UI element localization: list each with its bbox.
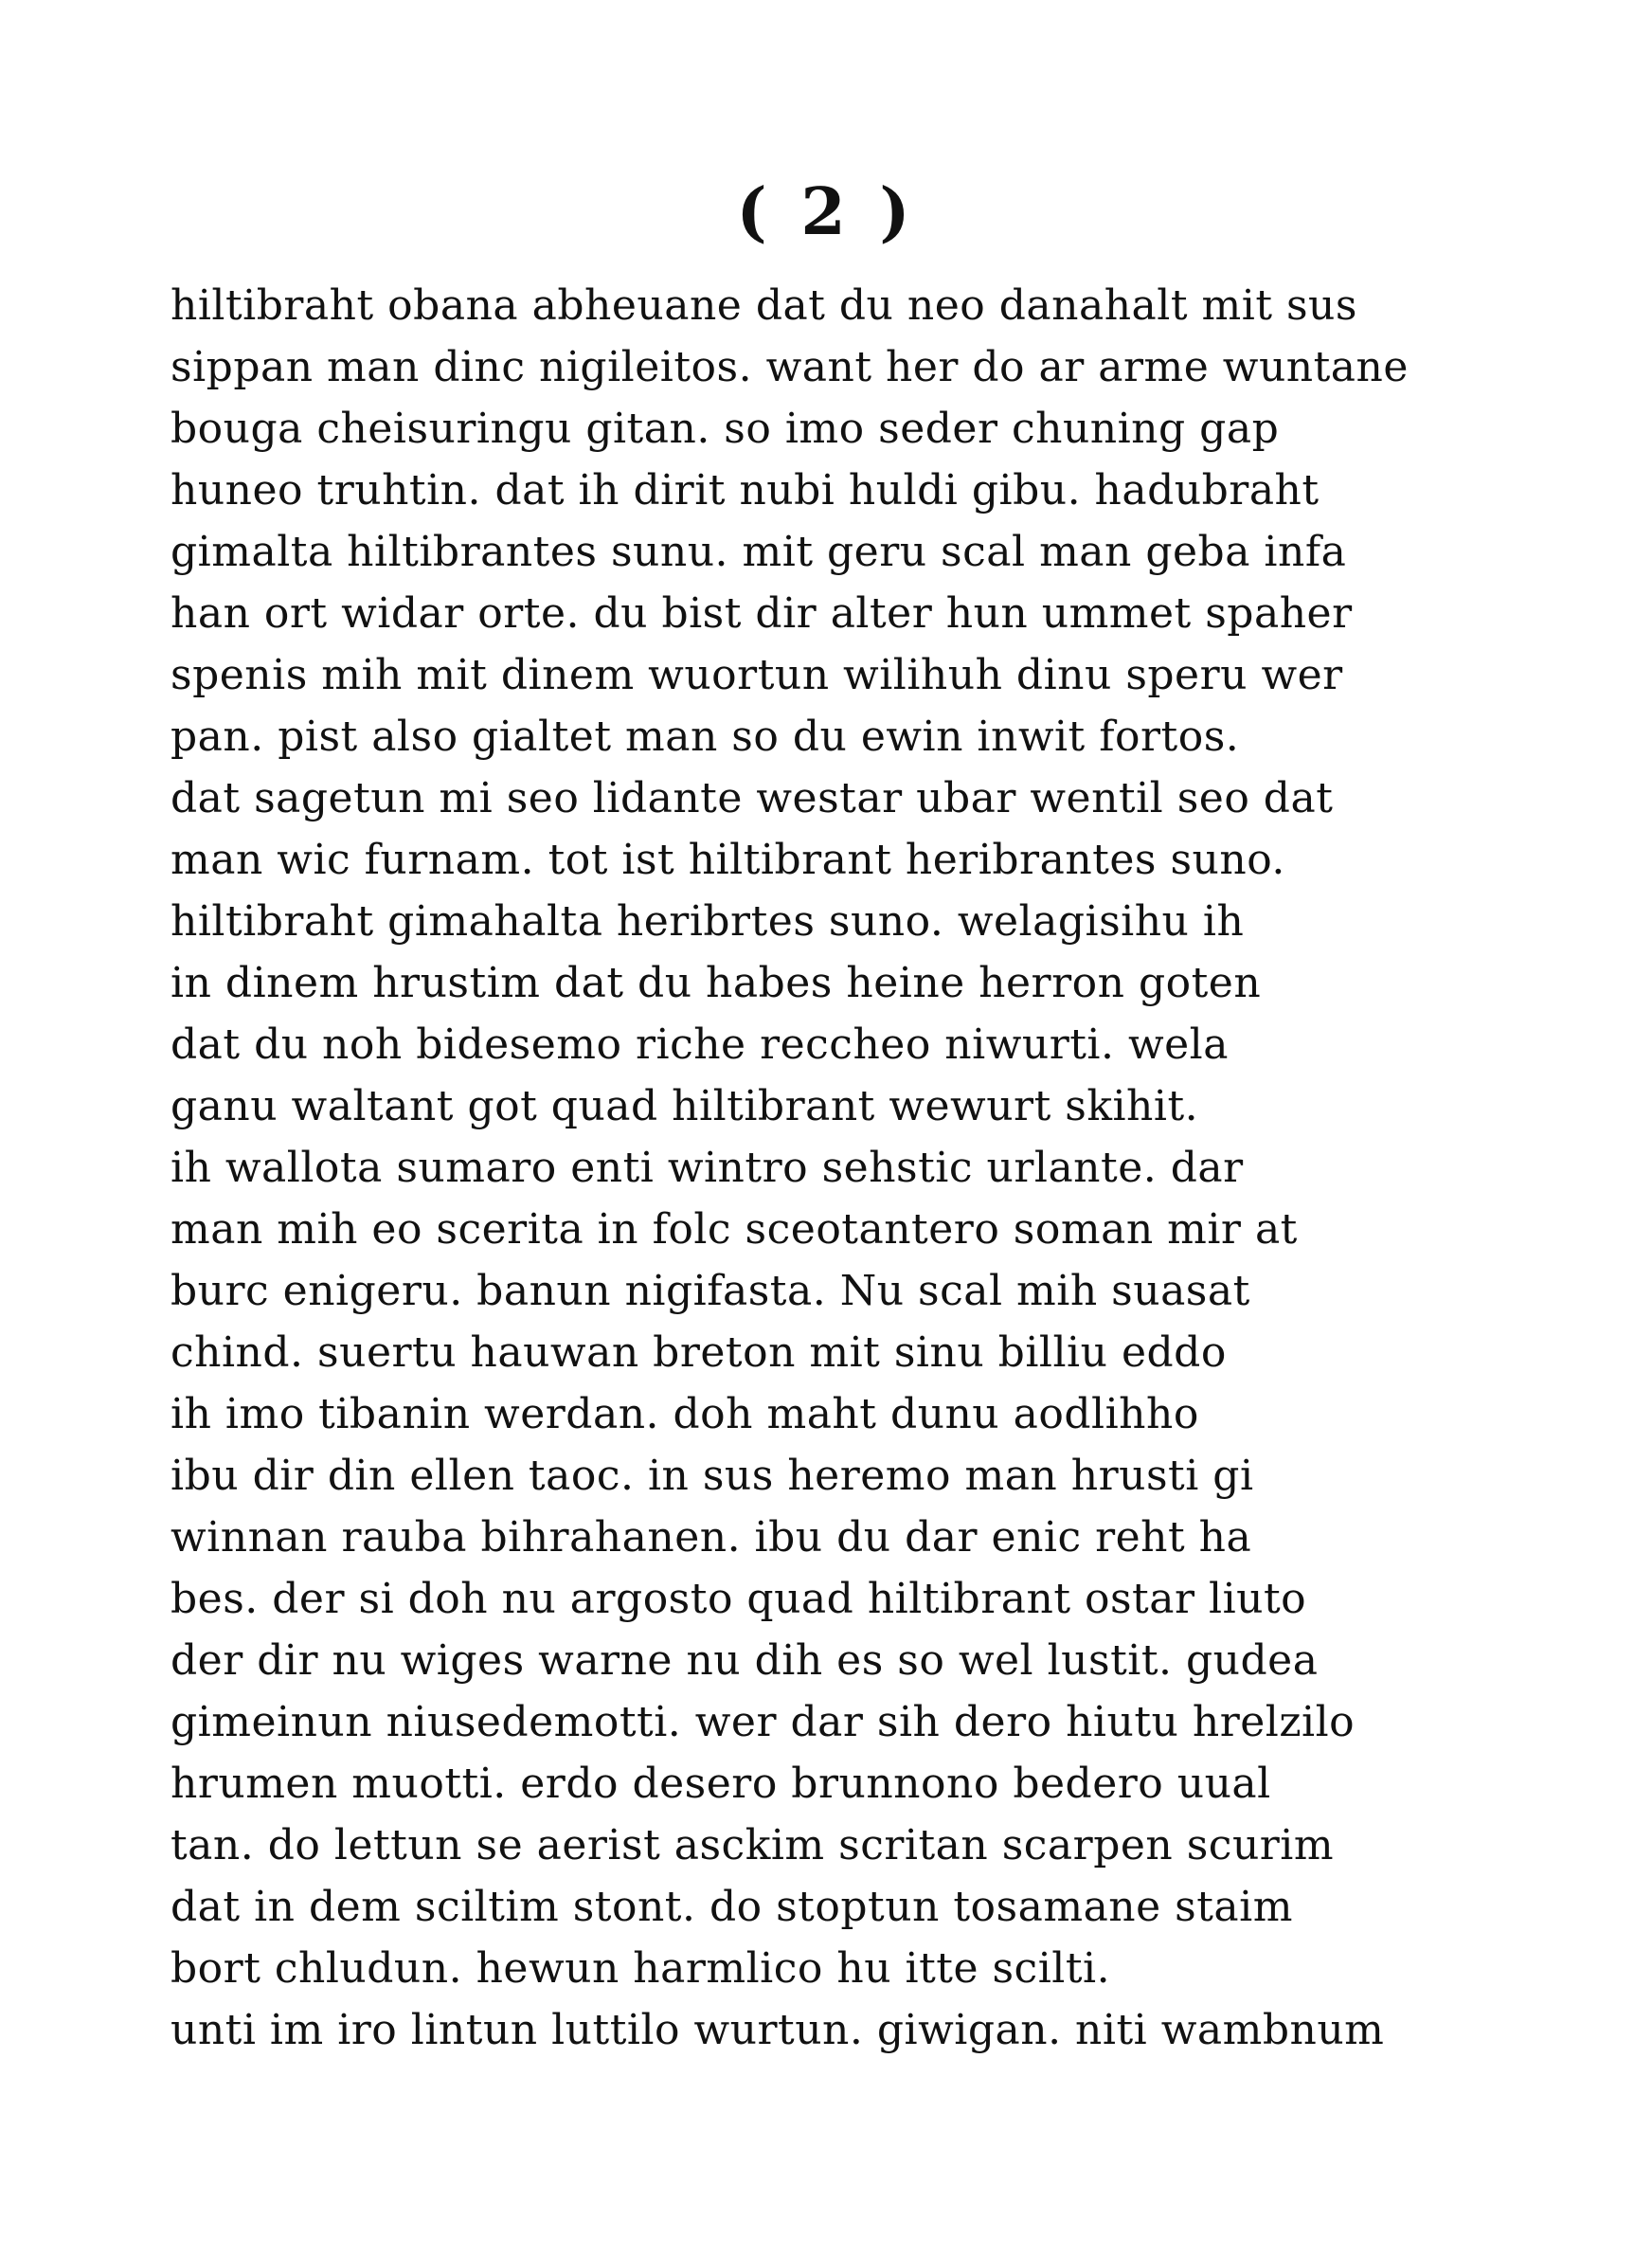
text-line: ih imo tibanin werdan. doh maht dunu aodlihho: [171, 1390, 1199, 1438]
text-line: unti im iro lintun luttilo wurtun. giwigan. niti wambnum: [171, 2006, 1385, 2054]
text-line: ih wallota sumaro enti wintro sehstic urlante. dar: [171, 1144, 1244, 1192]
text-line: ganu waltant got quad hiltibrant wewurt skihit.: [171, 1082, 1199, 1130]
text-line: bes. der si doh nu argosto quad hiltibrant ostar liuto: [171, 1575, 1307, 1623]
text-line: sippan man dinc nigileitos. want her do ar arme wuntane: [171, 343, 1409, 391]
text-line: han ort widar orte. du bist dir alter hun ummet spaher: [171, 589, 1353, 638]
page-number: ( 2 ): [736, 174, 916, 250]
text-line: dat sagetun mi seo lidante westar ubar wentil seo dat: [171, 774, 1334, 822]
text-line: man wic furnam. tot ist hiltibrant heribrantes suno.: [171, 836, 1285, 884]
text-line: hrumen muotti. erdo desero brunnono bedero uual: [171, 1760, 1271, 1808]
text-line: tan. do lettun se aerist asckim scritan scarpen scurim: [171, 1821, 1335, 1869]
text-line: spenis mih mit dinem wuortun wilihuh dinu speru wer: [171, 651, 1343, 699]
text-line: winnan rauba bihrahanen. ibu du dar enic reht ha: [171, 1513, 1252, 1562]
text-line: gimalta hiltibrantes sunu. mit geru scal man geba infa: [171, 528, 1347, 576]
text-line: huneo truhtin. dat ih dirit nubi huldi gibu. hadubraht: [171, 466, 1320, 515]
text-line: gimeinun niusedemotti. wer dar sih dero hiutu hrelzilo: [171, 1698, 1356, 1746]
text-line: bouga cheisuringu gitan. so imo seder chuning gap: [171, 405, 1280, 453]
text-line: chind. suertu hauwan breton mit sinu billiu eddo: [171, 1328, 1227, 1377]
text-line: in dinem hrustim dat du habes heine herron goten: [171, 959, 1262, 1007]
text-line: burc enigeru. banun nigifasta. Nu scal mih suasat: [171, 1267, 1250, 1315]
text-line: der dir nu wiges warne nu dih es so wel lustit. gudea: [171, 1636, 1319, 1685]
text-line: dat du noh bidesemo riche reccheo niwurti. wela: [171, 1020, 1229, 1069]
text-line: hiltibraht obana abheuane dat du neo danahalt mit sus: [171, 281, 1357, 330]
text-line: man mih eo scerita in folc sceotantero soman mir at: [171, 1205, 1298, 1254]
text-line: ibu dir din ellen taoc. in sus heremo man hrusti gi: [171, 1452, 1254, 1500]
text-line: bort chludun. hewun harmlico hu itte scilti.: [171, 1944, 1111, 1993]
text-line: pan. pist also gialtet man so du ewin inwit fortos.: [171, 713, 1240, 761]
text-block: [171, 275, 1497, 2061]
text-line: dat in dem sciltim stont. do stoptun tosamane staim: [171, 1883, 1293, 1931]
text-line: hiltibraht gimahalta heribrtes suno. welagisihu ih: [171, 897, 1245, 946]
